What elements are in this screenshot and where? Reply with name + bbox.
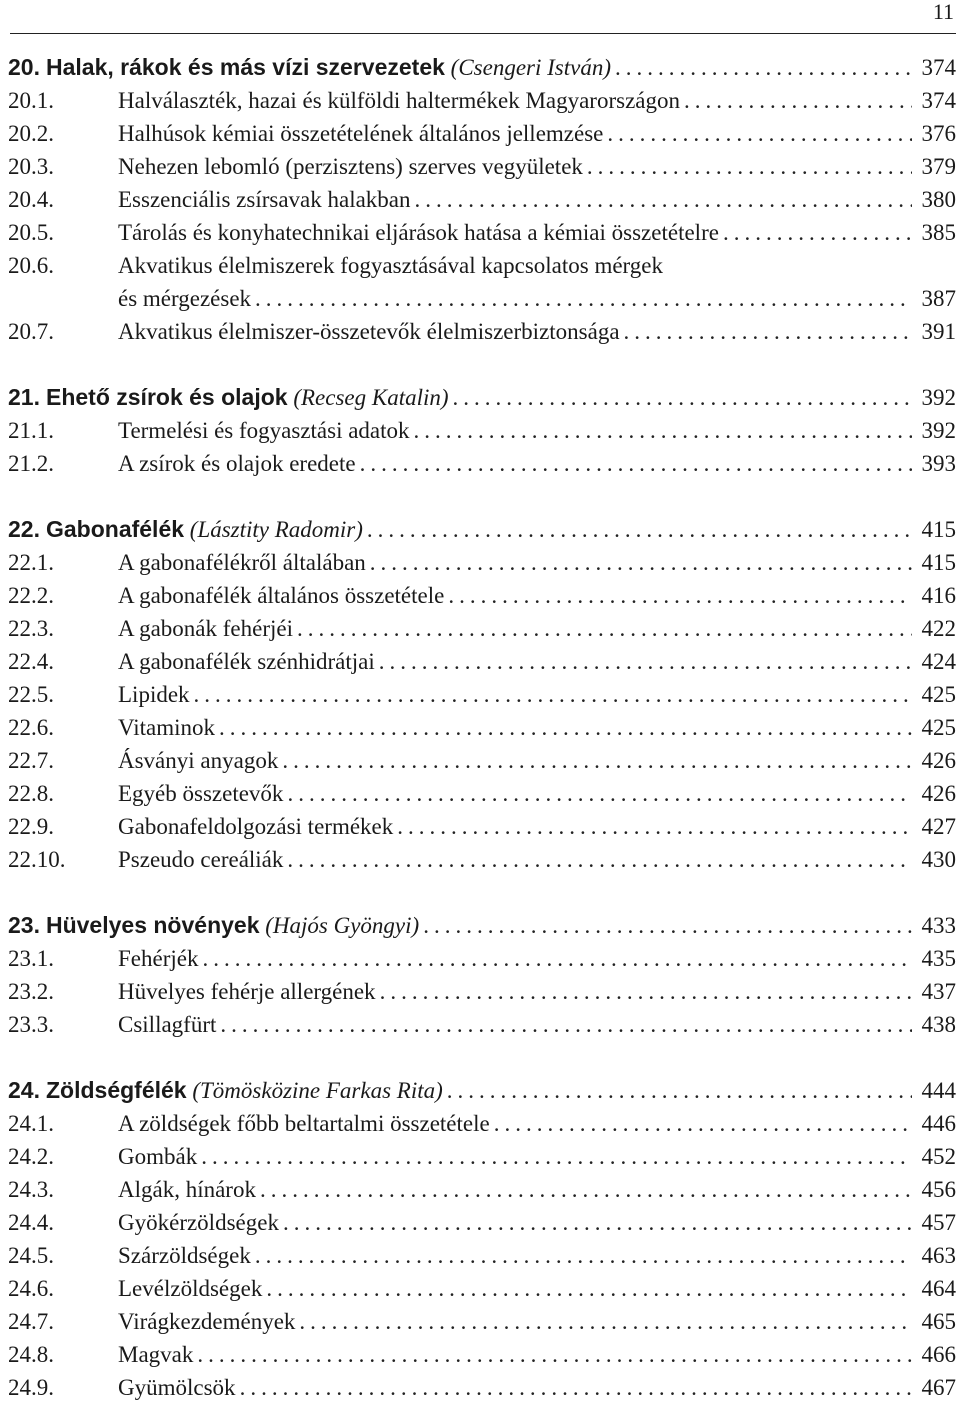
leader-dots xyxy=(367,513,912,546)
chapter-title-wrap xyxy=(46,909,916,942)
section-number: 24.1. xyxy=(8,1111,54,1136)
toc-chapter-entry[interactable] xyxy=(8,513,956,546)
section-title-wrap xyxy=(118,711,916,744)
toc-section-entry[interactable] xyxy=(8,1272,956,1305)
toc-chapter xyxy=(8,51,956,348)
leader-dots xyxy=(360,447,912,480)
section-title-wrap xyxy=(118,546,916,579)
chapter-title-wrap xyxy=(46,1074,916,1107)
leader-dots xyxy=(379,645,912,678)
leader-dots xyxy=(282,744,912,777)
section-title: Halválaszték, hazai és külföldi haltermékek Magyarországon xyxy=(118,88,680,113)
section-page-number: 427 xyxy=(921,814,956,839)
section-title: Egyéb összetevők xyxy=(118,781,284,806)
leader-dots xyxy=(447,1074,912,1107)
chapter-title-wrap xyxy=(46,51,916,84)
toc-chapter xyxy=(8,1074,956,1404)
chapter-title xyxy=(46,909,419,942)
section-page-number: 425 xyxy=(921,715,956,740)
section-number: 22.6. xyxy=(8,715,54,740)
section-page-number: 424 xyxy=(921,649,956,674)
chapter-number: 24. xyxy=(8,1077,40,1103)
section-page-number: 426 xyxy=(921,781,956,806)
chapter-number: 22. xyxy=(8,516,40,542)
chapter-title-text: Hüvelyes növények xyxy=(45,912,260,938)
section-number: 22.5. xyxy=(8,682,54,707)
toc-section-entry[interactable] xyxy=(8,1338,956,1371)
chapter-title xyxy=(46,381,449,414)
section-title-wrap xyxy=(118,975,916,1008)
section-page-number: 393 xyxy=(921,451,956,476)
leader-dots xyxy=(414,414,912,447)
section-title: Algák, hínárok xyxy=(118,1177,256,1202)
section-title: A gabonafélék általános összetétele xyxy=(118,583,445,608)
section-title: Szárzöldségek xyxy=(118,1243,251,1268)
toc-section-entry[interactable] xyxy=(8,447,956,480)
section-page-number: 435 xyxy=(921,946,956,971)
leader-dots xyxy=(615,51,912,84)
section-number: 22.7. xyxy=(8,748,54,773)
toc-section-entry[interactable] xyxy=(8,249,956,315)
section-title-wrap xyxy=(118,414,916,447)
leader-dots xyxy=(624,315,912,348)
toc-section-entry[interactable] xyxy=(8,1239,956,1272)
toc-section-entry[interactable] xyxy=(8,744,956,777)
chapter-author: (Csengeri István) xyxy=(450,55,611,80)
chapter-number: 21. xyxy=(8,384,40,410)
chapter-title xyxy=(46,1074,443,1107)
section-page-number: 392 xyxy=(921,418,956,443)
section-page-number: 465 xyxy=(921,1309,956,1334)
toc-section-entry[interactable] xyxy=(8,645,956,678)
header-rule xyxy=(10,33,956,34)
leader-dots xyxy=(587,150,912,183)
section-page-number: 376 xyxy=(921,121,956,146)
section-page-number: 425 xyxy=(921,682,956,707)
section-number: 20.5. xyxy=(8,220,54,245)
toc-section-entry[interactable] xyxy=(8,678,956,711)
leader-dots xyxy=(723,216,912,249)
chapter-number: 23. xyxy=(8,912,40,938)
chapter-page-number: 392 xyxy=(921,385,956,410)
section-title: Akvatikus élelmiszer-összetevők élelmiszerbiztonsága xyxy=(118,319,620,344)
toc-section-entry[interactable] xyxy=(8,315,956,348)
section-page-number: 374 xyxy=(921,88,956,113)
section-number: 24.8. xyxy=(8,1342,54,1367)
section-title-wrap xyxy=(118,1107,916,1140)
section-title-wrap xyxy=(118,315,916,348)
section-title-wrap xyxy=(118,84,916,117)
toc-chapter-entry[interactable] xyxy=(8,909,956,942)
chapter-author: (Recseg Katalin) xyxy=(293,385,449,410)
section-page-number: 385 xyxy=(921,220,956,245)
leader-dots xyxy=(201,1140,912,1173)
section-page-number: 467 xyxy=(921,1375,956,1400)
leader-dots xyxy=(684,84,912,117)
section-page-number: 391 xyxy=(921,319,956,344)
section-title-wrap xyxy=(118,150,916,183)
section-title: Halhúsok kémiai összetételének általános jellemzése xyxy=(118,121,604,146)
section-number: 22.4. xyxy=(8,649,54,674)
leader-dots xyxy=(266,1272,912,1305)
section-title: Tárolás és konyhatechnikai eljárások hatása a kémiai összetételre xyxy=(118,220,719,245)
section-page-number: 380 xyxy=(921,187,956,212)
section-number: 23.1. xyxy=(8,946,54,971)
section-title-wrap xyxy=(118,1371,916,1404)
section-title: Pszeudo cereáliák xyxy=(118,847,284,872)
toc-section-entry[interactable] xyxy=(8,612,956,645)
toc-section-entry[interactable] xyxy=(8,216,956,249)
section-title: A gabonafélékről általában xyxy=(118,550,366,575)
section-title: Akvatikus élelmiszerek fogyasztásával kapcsolatos mérgek xyxy=(118,253,664,278)
toc-section-entry[interactable] xyxy=(8,1140,956,1173)
section-title: Fehérjék xyxy=(118,946,199,971)
section-number: 24.7. xyxy=(8,1309,54,1334)
toc-chapter xyxy=(8,513,956,876)
section-number: 20.6. xyxy=(8,253,54,278)
chapter-title-text: Ehető zsírok és olajok xyxy=(45,384,288,410)
section-page-number: 452 xyxy=(921,1144,956,1169)
section-title-wrap xyxy=(118,1338,916,1371)
toc-chapter-entry[interactable] xyxy=(8,381,956,414)
section-title: Hüvelyes fehérje allergének xyxy=(118,979,376,1004)
leader-dots xyxy=(380,975,912,1008)
toc-section-entry[interactable] xyxy=(8,1173,956,1206)
section-title: A zsírok és olajok eredete xyxy=(118,451,356,476)
leader-dots xyxy=(240,1371,912,1404)
section-page-number: 416 xyxy=(921,583,956,608)
section-title-wrap xyxy=(118,1305,916,1338)
leader-dots xyxy=(453,381,912,414)
section-page-number: 463 xyxy=(921,1243,956,1268)
section-page-number: 466 xyxy=(921,1342,956,1367)
section-number: 22.1. xyxy=(8,550,54,575)
section-title-wrap xyxy=(118,1008,916,1041)
toc-chapter-entry[interactable] xyxy=(8,51,956,84)
toc-section-entry[interactable] xyxy=(8,1371,956,1404)
section-title: Magvak xyxy=(118,1342,194,1367)
section-title-wrap xyxy=(118,645,916,678)
section-number: 21.2. xyxy=(8,451,54,476)
table-of-contents xyxy=(8,51,956,1404)
chapter-title-text: Halak, rákok és más vízi szervezetek xyxy=(45,54,445,80)
section-number: 22.2. xyxy=(8,583,54,608)
section-page-number: 415 xyxy=(921,550,956,575)
section-title-wrap xyxy=(118,1206,916,1239)
toc-section-entry[interactable] xyxy=(8,975,956,1008)
toc-chapter-entry[interactable] xyxy=(8,1074,956,1107)
section-title-wrap xyxy=(118,447,916,480)
leader-dots xyxy=(202,942,912,975)
leader-dots xyxy=(194,678,912,711)
section-title: Gyökérzöldségek xyxy=(118,1210,279,1235)
section-number: 20.7. xyxy=(8,319,54,344)
section-number: 22.8. xyxy=(8,781,54,806)
toc-section-entry[interactable] xyxy=(8,1206,956,1239)
toc-section-entry[interactable] xyxy=(8,777,956,810)
toc-section-entry[interactable] xyxy=(8,414,956,447)
leader-dots xyxy=(370,546,912,579)
chapter-author: (Hajós Gyöngyi) xyxy=(265,913,420,938)
section-page-number: 456 xyxy=(921,1177,956,1202)
chapter-page-number: 374 xyxy=(921,55,956,80)
toc-section-entry[interactable] xyxy=(8,546,956,579)
leader-dots xyxy=(255,282,912,315)
chapter-title xyxy=(46,51,611,84)
section-title: A zöldségek főbb beltartalmi összetétele xyxy=(118,1111,490,1136)
toc-section-entry[interactable] xyxy=(8,117,956,150)
chapter-author: (Tömösközine Farkas Rita) xyxy=(192,1078,443,1103)
section-title-wrap xyxy=(118,1272,916,1305)
section-title: Gabonafeldolgozási termékek xyxy=(118,814,394,839)
section-title-wrap xyxy=(118,216,916,249)
section-title-wrap xyxy=(118,249,956,315)
section-title: Termelési és fogyasztási adatok xyxy=(118,418,410,443)
section-number: 20.3. xyxy=(8,154,54,179)
section-number: 24.9. xyxy=(8,1375,54,1400)
chapter-title-wrap xyxy=(46,513,916,546)
section-number: 22.10. xyxy=(8,847,66,872)
section-title-wrap xyxy=(118,612,916,645)
section-number: 24.2. xyxy=(8,1144,54,1169)
section-number: 24.5. xyxy=(8,1243,54,1268)
section-title: Gyümölcsök xyxy=(118,1375,236,1400)
section-title-wrap xyxy=(118,183,916,216)
section-title-wrap xyxy=(118,843,916,876)
toc-section-entry[interactable] xyxy=(8,183,956,216)
leader-dots xyxy=(494,1107,912,1140)
section-title-continuation: és mérgezések xyxy=(118,286,252,311)
section-number: 24.6. xyxy=(8,1276,54,1301)
toc-section-entry[interactable] xyxy=(8,1008,956,1041)
section-page-number: 438 xyxy=(921,1012,956,1037)
chapter-title-text: Gabonafélék xyxy=(45,516,185,542)
section-page-number: 426 xyxy=(921,748,956,773)
section-number: 23.2. xyxy=(8,979,54,1004)
section-title: Gombák xyxy=(118,1144,198,1169)
section-page-number: 379 xyxy=(921,154,956,179)
chapter-page-number: 444 xyxy=(921,1078,956,1103)
section-number: 20.1. xyxy=(8,88,54,113)
leader-dots xyxy=(297,612,912,645)
section-page-number: 437 xyxy=(921,979,956,1004)
toc-section-entry[interactable] xyxy=(8,150,956,183)
leader-dots xyxy=(607,117,912,150)
section-number: 22.3. xyxy=(8,616,54,641)
section-number: 20.2. xyxy=(8,121,54,146)
section-title-wrap xyxy=(118,744,916,777)
leader-dots xyxy=(197,1338,912,1371)
section-title-continuation-line xyxy=(118,282,956,315)
section-title: Lipidek xyxy=(118,682,190,707)
section-page-number: 387 xyxy=(921,286,956,311)
toc-section-entry[interactable] xyxy=(8,843,956,876)
section-title: Ásványi anyagok xyxy=(118,748,279,773)
leader-dots xyxy=(423,909,912,942)
section-title-wrap xyxy=(118,810,916,843)
section-number: 22.9. xyxy=(8,814,54,839)
section-number: 21.1. xyxy=(8,418,54,443)
section-title: Levélzöldségek xyxy=(118,1276,263,1301)
leader-dots xyxy=(415,183,913,216)
section-title-wrap xyxy=(118,942,916,975)
section-title-wrap xyxy=(118,1140,916,1173)
leader-dots xyxy=(397,810,912,843)
section-title-wrap xyxy=(118,1239,916,1272)
toc-section-entry[interactable] xyxy=(8,1305,956,1338)
section-number: 20.4. xyxy=(8,187,54,212)
chapter-title xyxy=(46,513,363,546)
toc-section-entry[interactable] xyxy=(8,1107,956,1140)
section-title: Csillagfürt xyxy=(118,1012,217,1037)
leader-dots xyxy=(448,579,912,612)
section-title: A gabonák fehérjéi xyxy=(118,616,293,641)
page-number: 11 xyxy=(932,0,954,24)
section-title-wrap xyxy=(118,777,916,810)
toc-chapter xyxy=(8,381,956,480)
leader-dots xyxy=(287,843,912,876)
section-title-wrap xyxy=(118,117,916,150)
leader-dots xyxy=(299,1305,912,1338)
leader-dots xyxy=(283,1206,912,1239)
chapter-number: 20. xyxy=(8,54,40,80)
toc-section-entry[interactable] xyxy=(8,579,956,612)
section-page-number: 457 xyxy=(921,1210,956,1235)
section-page-number: 430 xyxy=(921,847,956,872)
section-page-number: 422 xyxy=(921,616,956,641)
section-title: Nehezen lebomló (perzisztens) szerves vegyületek xyxy=(118,154,583,179)
chapter-page-number: 415 xyxy=(921,517,956,542)
toc-section-entry[interactable] xyxy=(8,810,956,843)
section-page-number: 446 xyxy=(921,1111,956,1136)
section-number: 24.4. xyxy=(8,1210,54,1235)
chapter-page-number: 433 xyxy=(921,913,956,938)
section-title-wrap xyxy=(118,579,916,612)
section-title: Virágkezdemények xyxy=(118,1309,296,1334)
section-title-wrap xyxy=(118,1173,916,1206)
leader-dots xyxy=(220,1008,912,1041)
section-title: Vitaminok xyxy=(118,715,215,740)
chapter-author: (Lásztity Radomir) xyxy=(189,517,363,542)
section-title-wrap xyxy=(118,678,916,711)
toc-chapter xyxy=(8,909,956,1041)
chapter-title-text: Zöldségfélék xyxy=(45,1077,187,1103)
section-title: A gabonafélék szénhidrátjai xyxy=(118,649,375,674)
leader-dots xyxy=(255,1239,912,1272)
section-page-number: 464 xyxy=(921,1276,956,1301)
section-number: 23.3. xyxy=(8,1012,54,1037)
section-number: 24.3. xyxy=(8,1177,54,1202)
section-title: Esszenciális zsírsavak halakban xyxy=(118,187,411,212)
leader-dots xyxy=(260,1173,912,1206)
toc-section-entry[interactable] xyxy=(8,84,956,117)
toc-section-entry[interactable] xyxy=(8,942,956,975)
leader-dots xyxy=(287,777,912,810)
toc-section-entry[interactable] xyxy=(8,711,956,744)
chapter-title-wrap xyxy=(46,381,916,414)
leader-dots xyxy=(219,711,912,744)
